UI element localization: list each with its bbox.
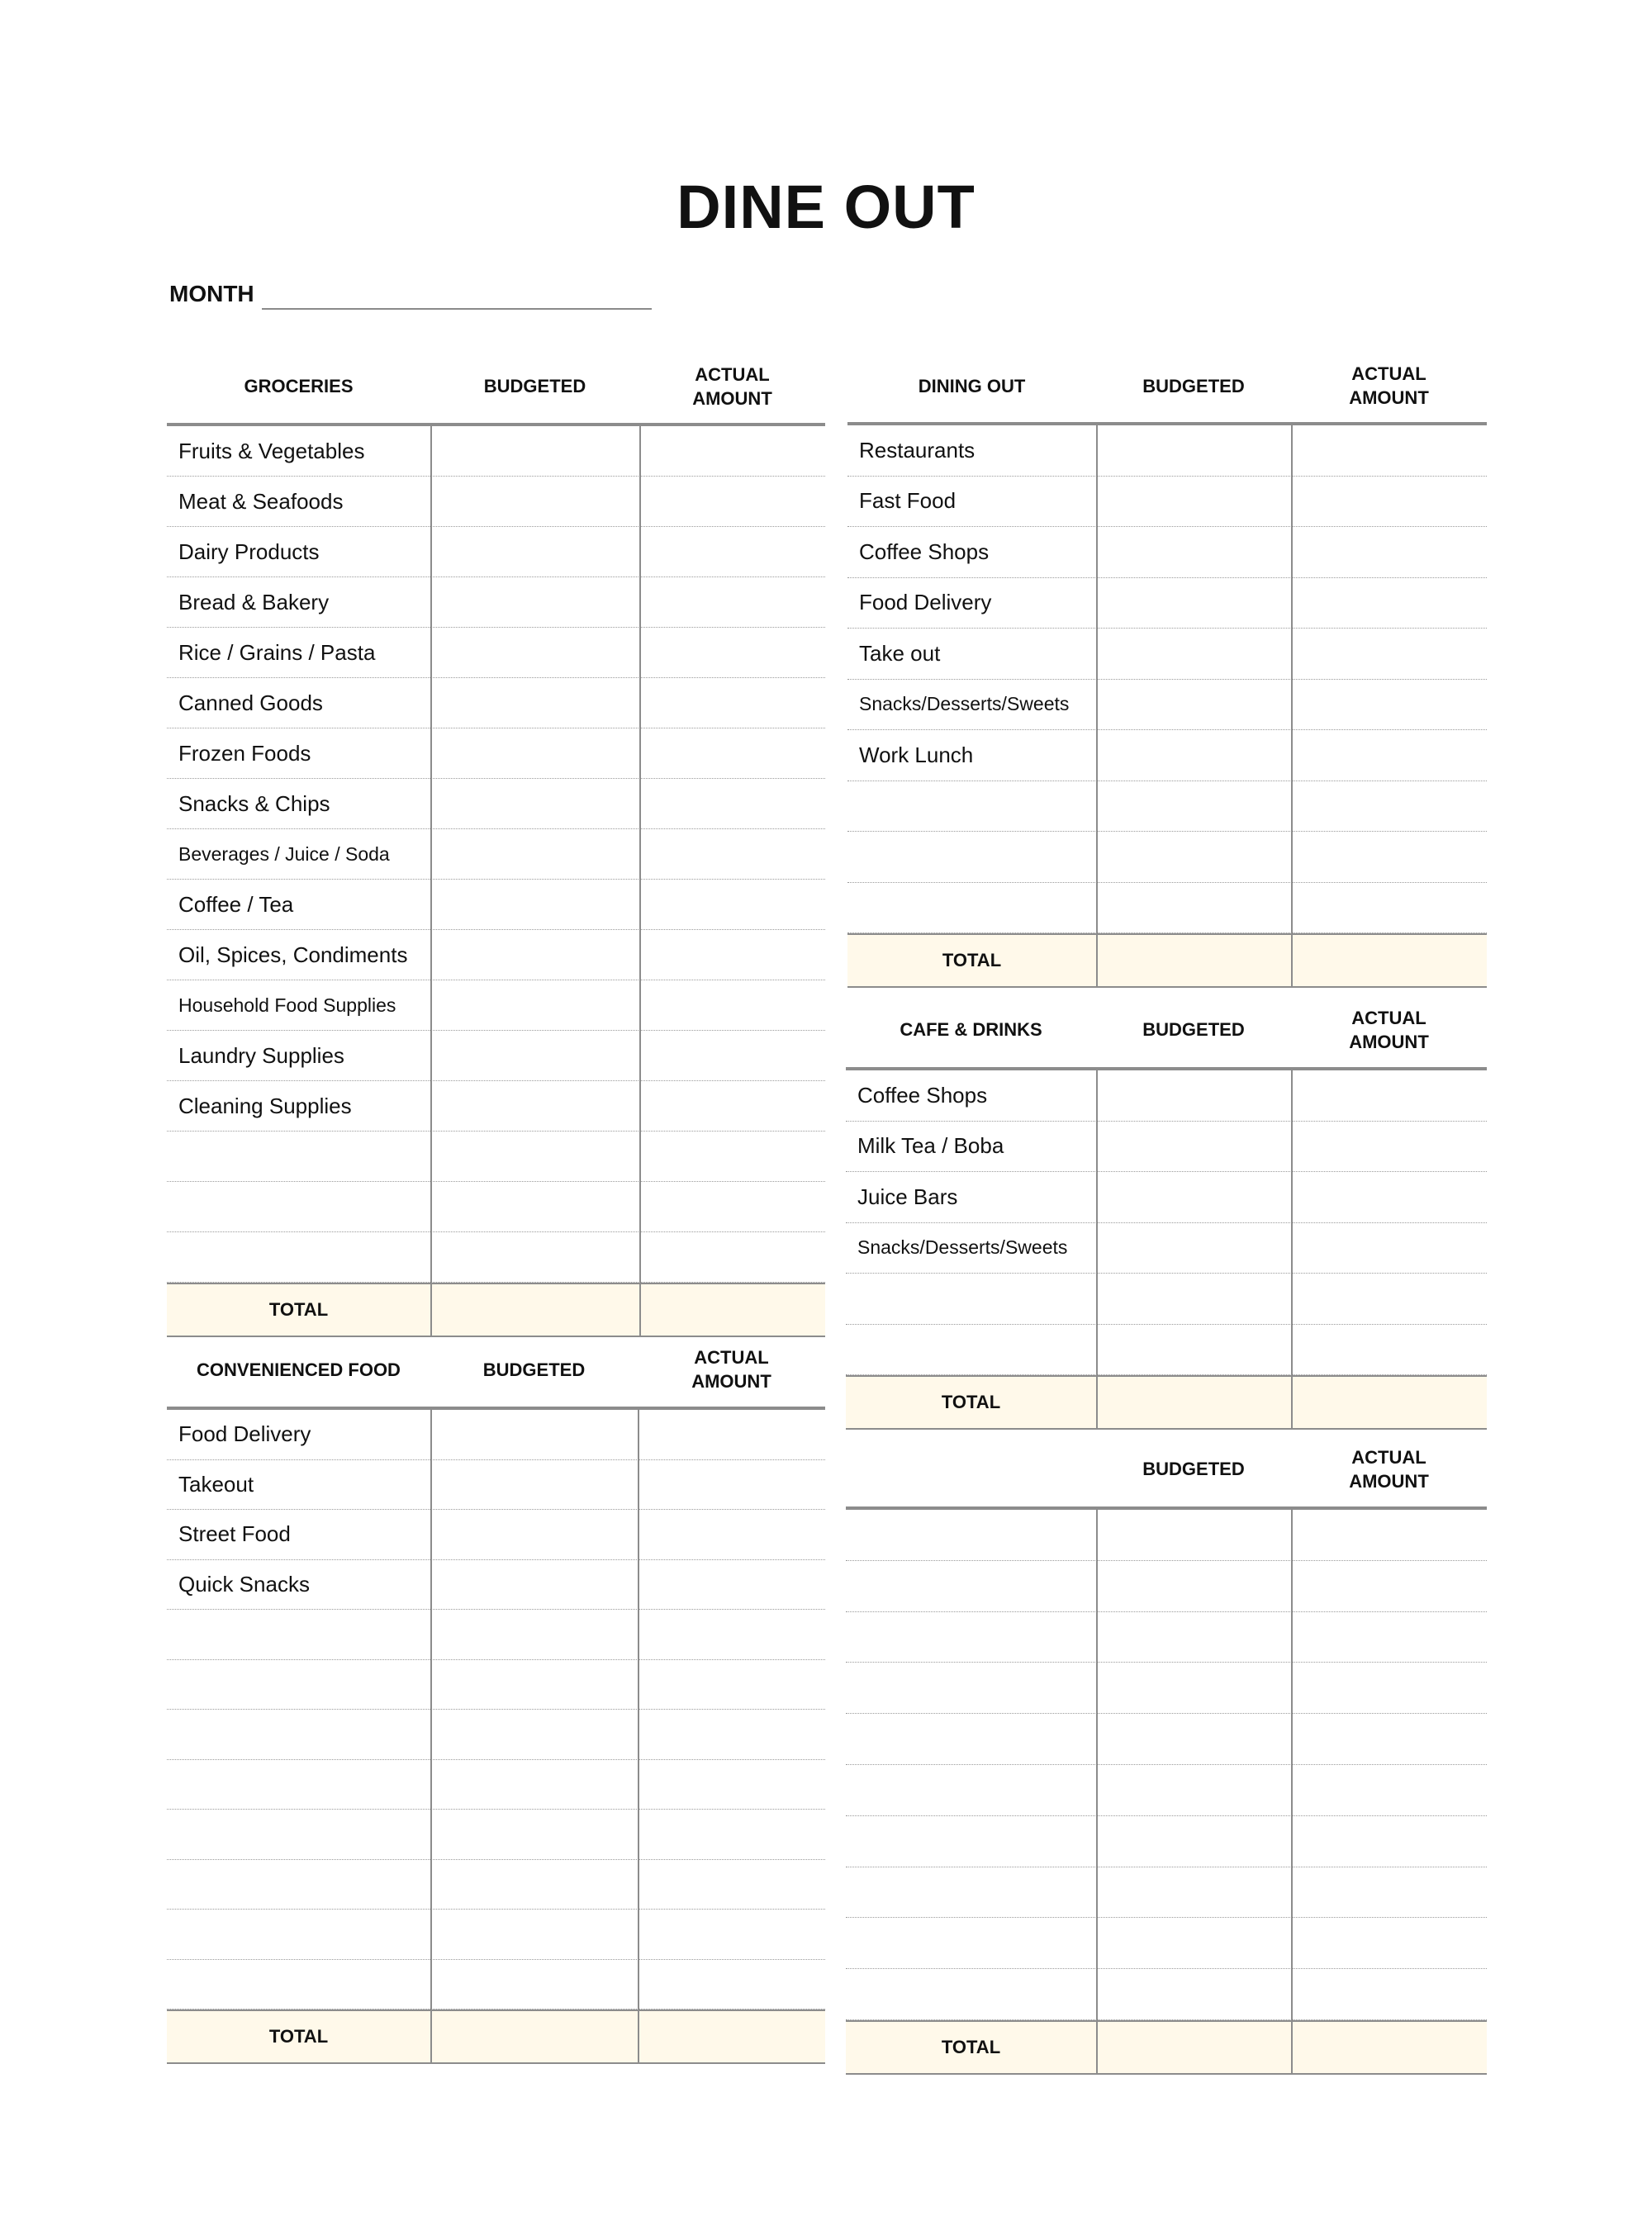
row-label: Household Food Supplies	[178, 994, 396, 1016]
row-label: Frozen Foods	[178, 740, 311, 766]
table-row[interactable]	[846, 1918, 1487, 1969]
dining-out-table	[847, 351, 1487, 988]
total-row[interactable]	[846, 1375, 1487, 1430]
category-heading: CAFE & DRINKS	[900, 1019, 1042, 1041]
row-label: Canned Goods	[178, 690, 323, 715]
actual-amount-heading: ACTUAL AMOUNT	[1349, 1446, 1429, 1492]
row-label: Snacks/Desserts/Sweets	[857, 1236, 1068, 1259]
row-label: Laundry Supplies	[178, 1042, 344, 1068]
budgeted-heading: BUDGETED	[482, 1359, 586, 1380]
table-row[interactable]	[167, 1710, 825, 1760]
table-row[interactable]	[846, 1816, 1487, 1867]
table-row[interactable]	[167, 1810, 825, 1860]
table-row[interactable]	[847, 477, 1487, 528]
category-heading: GROCERIES	[244, 376, 354, 397]
table-row[interactable]	[167, 779, 825, 829]
table-row[interactable]	[847, 425, 1487, 477]
row-label: Coffee / Tea	[178, 891, 294, 917]
row-label: Take out	[859, 640, 941, 666]
table-row[interactable]	[167, 1560, 825, 1611]
month-label: MONTH	[169, 281, 254, 306]
table-row[interactable]	[846, 1223, 1487, 1274]
table-row[interactable]	[847, 527, 1487, 578]
row-label: Coffee Shops	[859, 539, 990, 564]
row-label: Coffee Shops	[857, 1082, 988, 1108]
table-row[interactable]	[846, 1510, 1487, 1561]
actual-amount-heading: ACTUAL AMOUNT	[1349, 1007, 1429, 1052]
table-row[interactable]	[167, 1610, 825, 1660]
row-label: Quick Snacks	[178, 1571, 310, 1597]
total-label: TOTAL	[941, 1392, 1001, 1412]
table-row[interactable]	[167, 1182, 825, 1232]
row-label: Takeout	[178, 1471, 254, 1497]
table-row[interactable]	[846, 1122, 1487, 1173]
table-row[interactable]	[847, 730, 1487, 781]
total-row[interactable]	[167, 2009, 825, 2064]
row-label: Cleaning Supplies	[178, 1093, 352, 1118]
table-row[interactable]	[167, 628, 825, 678]
total-label: TOTAL	[941, 2036, 1001, 2057]
untitled-table	[846, 1433, 1487, 2075]
actual-amount-heading: ACTUAL AMOUNT	[692, 363, 772, 409]
table-row[interactable]	[167, 1031, 825, 1081]
table-row[interactable]	[167, 1860, 825, 1910]
table-row[interactable]	[167, 1232, 825, 1283]
budgeted-heading: BUDGETED	[1142, 375, 1245, 396]
table-row[interactable]	[846, 1663, 1487, 1714]
row-label: Bread & Bakery	[178, 589, 330, 614]
table-row[interactable]	[167, 880, 825, 930]
total-label: TOTAL	[268, 2026, 329, 2047]
table-row[interactable]	[167, 1081, 825, 1132]
category-heading: CONVENIENCED FOOD	[197, 1359, 401, 1380]
row-label: Snacks/Desserts/Sweets	[859, 693, 1070, 715]
category-heading	[846, 1433, 1096, 1506]
row-label: Snacks & Chips	[178, 790, 330, 816]
table-header	[167, 351, 825, 426]
table-row[interactable]	[167, 1760, 825, 1810]
table-row[interactable]	[847, 578, 1487, 629]
row-label: Meat & Seafoods	[178, 488, 344, 514]
table-row[interactable]	[846, 1969, 1487, 2020]
row-label: Oil, Spices, Condiments	[178, 942, 408, 967]
table-row[interactable]	[846, 1325, 1487, 1376]
column-divider	[1096, 425, 1098, 988]
page-title: DINE OUT	[676, 173, 976, 241]
row-label: Fruits & Vegetables	[178, 438, 365, 463]
convenienced-food-table	[167, 1334, 825, 2064]
category-heading: DINING OUT	[918, 375, 1026, 396]
table-row[interactable]	[167, 477, 825, 527]
table-row[interactable]	[167, 728, 825, 779]
row-label: Beverages / Juice / Soda	[178, 842, 390, 865]
column-divider	[1096, 1510, 1098, 2075]
row-label: Dairy Products	[178, 539, 320, 564]
row-label: Fast Food	[859, 488, 957, 514]
table-row[interactable]	[167, 1510, 825, 1560]
total-row[interactable]	[846, 2020, 1487, 2075]
actual-amount-heading: ACTUAL AMOUNT	[1349, 363, 1429, 408]
table-row[interactable]	[846, 1172, 1487, 1223]
budgeted-heading: BUDGETED	[483, 376, 586, 397]
table-row[interactable]	[167, 527, 825, 577]
table-row[interactable]	[846, 1561, 1487, 1612]
actual-amount-heading: ACTUAL AMOUNT	[691, 1347, 771, 1392]
row-label: Juice Bars	[857, 1184, 958, 1209]
table-row[interactable]	[167, 829, 825, 880]
column-divider	[1096, 1070, 1098, 1430]
budgeted-heading: BUDGETED	[1142, 1019, 1245, 1041]
table-row[interactable]	[167, 1410, 825, 1460]
row-label: Restaurants	[859, 437, 976, 463]
table-row[interactable]	[167, 1960, 825, 2010]
row-label: Work Lunch	[859, 742, 974, 767]
table-row[interactable]	[167, 426, 825, 477]
table-row[interactable]	[846, 1070, 1487, 1122]
table-row[interactable]	[846, 1765, 1487, 1816]
row-label: Rice / Grains / Pasta	[178, 639, 376, 665]
row-label: Food Delivery	[859, 590, 992, 615]
table-header	[846, 994, 1487, 1070]
month-input-line[interactable]	[262, 308, 652, 310]
table-row[interactable]	[847, 883, 1487, 934]
budgeted-heading: BUDGETED	[1142, 1459, 1245, 1480]
column-divider	[638, 1410, 639, 2064]
column-divider	[1291, 1510, 1293, 2075]
table-row[interactable]	[846, 1714, 1487, 1765]
table-header	[847, 351, 1487, 425]
row-label: Food Delivery	[178, 1421, 311, 1447]
table-row[interactable]	[167, 1460, 825, 1511]
table-row[interactable]	[847, 781, 1487, 833]
column-divider	[430, 426, 432, 1337]
row-label: Milk Tea / Boba	[857, 1133, 1004, 1159]
table-row[interactable]	[167, 930, 825, 980]
table-row[interactable]	[846, 1274, 1487, 1325]
table-row[interactable]	[847, 680, 1487, 731]
table-row[interactable]	[167, 1910, 825, 1960]
table-header	[167, 1334, 825, 1410]
table-row[interactable]	[167, 1132, 825, 1182]
table-row[interactable]	[847, 629, 1487, 680]
column-divider	[1291, 425, 1293, 988]
table-row[interactable]	[847, 832, 1487, 883]
table-row[interactable]	[846, 1612, 1487, 1663]
cafe-drinks-table	[846, 994, 1487, 1430]
column-divider	[430, 1410, 432, 2064]
table-row[interactable]	[167, 678, 825, 728]
column-divider	[1291, 1070, 1293, 1430]
row-label: Street Food	[178, 1521, 291, 1547]
table-row[interactable]	[167, 577, 825, 628]
table-row[interactable]	[846, 1867, 1487, 1919]
groceries-table	[167, 351, 825, 1337]
column-divider	[639, 426, 641, 1337]
table-row[interactable]	[167, 1660, 825, 1710]
total-label: TOTAL	[942, 950, 1002, 970]
total-label: TOTAL	[268, 1299, 329, 1320]
total-row[interactable]	[847, 933, 1487, 988]
total-row[interactable]	[167, 1283, 825, 1337]
table-header	[846, 1433, 1487, 1510]
table-row[interactable]	[167, 980, 825, 1031]
